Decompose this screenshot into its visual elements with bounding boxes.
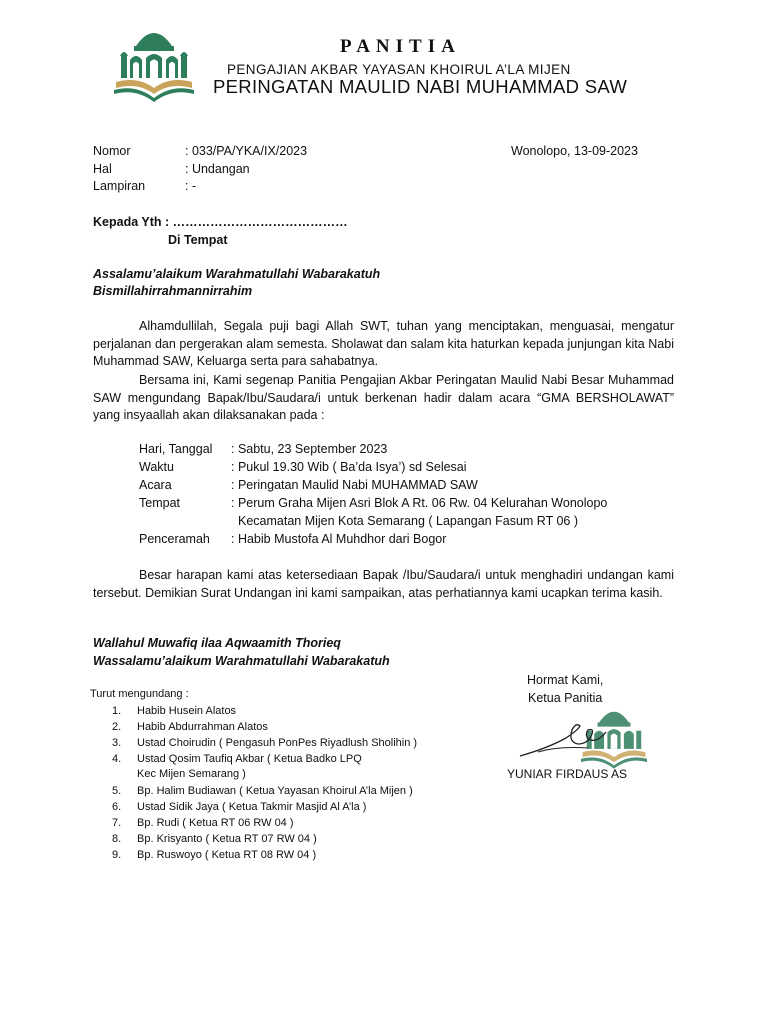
- body-paragraph-2: Bersama ini, Kami segenap Panitia Pengajian Akbar Peringatan Maulid Nabi Besar Muhammad SAW mengundang Bapak/Ibu/Saudara/i untuk berkenan hadir dalam acara “GMA BERSHOLAWAT” yang insyaallah akan dilaksanakan pada :: [93, 373, 674, 422]
- detail-speaker-value: : Habib Mustofa Al Muhdhor dari Bogor: [231, 532, 447, 546]
- body-paragraph-1: Alhamdullilah, Segala puji bagi Allah SWT, tuhan yang menciptakan, menguasai, mengatur perjalanan dan pergerakan alam semesta. Sholawat dan salam kita haturkan kepada junjungan kita Nabi Muhammad SAW, Keluarga serta para sahabatnya.: [93, 319, 674, 368]
- nomor-value: : 033/PA/YKA/IX/2023: [185, 144, 308, 158]
- invitee-item: Bp. Krisyanto ( Ketua RT 07 RW 04 ): [137, 833, 317, 845]
- letterhead-title: PANITIA: [340, 36, 461, 57]
- detail-date-label: Hari, Tanggal: [139, 442, 213, 456]
- hal-label: Hal: [93, 162, 112, 176]
- signature-regards: Hormat Kami,: [527, 673, 604, 687]
- detail-time-label: Waktu: [139, 460, 174, 474]
- letterhead-subtitle: PENGAJIAN AKBAR YAYASAN KHOIRUL A’LA MIJEN: [227, 62, 571, 77]
- invitee-item: Bp. Halim Budiawan ( Ketua Yayasan Khoirul A’la Mijen ): [137, 785, 413, 797]
- greeting-basmalah: Bismillahirrahmannirrahim: [93, 284, 253, 298]
- closing-line-1: Wallahul Muwafiq ilaa Aqwaamith Thorieq: [93, 636, 341, 650]
- detail-venue-value-2: Kecamatan Mijen Kota Semarang ( Lapangan Fasum RT 06 ): [238, 514, 579, 528]
- hal-value: : Undangan: [185, 162, 250, 176]
- detail-event-value: : Peringatan Maulid Nabi MUHAMMAD SAW: [231, 478, 478, 492]
- invitee-item: Ustad Choirudin ( Pengasuh PonPes Riyadlush Sholihin ): [137, 737, 418, 749]
- invitee-item: Ustad Sidik Jaya ( Ketua Takmir Masjid Al A’la ): [137, 801, 367, 813]
- invitee-number: 9.: [112, 849, 122, 861]
- body-paragraph-3: Besar harapan kami atas ketersediaan Bapak /Ibu/Saudara/i untuk menghadiri undangan kami tersebut. Demikian Surat Undangan ini kami sampaikan, atas perhatiannya kami ucapkan terima kasih.: [93, 568, 674, 600]
- invitee-item: Habib Husein Alatos: [137, 705, 237, 717]
- nomor-label: Nomor: [93, 144, 131, 158]
- recipient-place: Di Tempat: [168, 233, 228, 247]
- detail-venue-value: : Perum Graha Mijen Asri Blok A Rt. 06 Rw. 04 Kelurahan Wonolopo: [231, 496, 608, 510]
- detail-speaker-label: Penceramah: [139, 532, 210, 546]
- detail-event-label: Acara: [139, 478, 172, 492]
- invitee-item: Bp. Rudi ( Ketua RT 06 RW 04 ): [137, 817, 294, 829]
- invitee-number: 3.: [112, 737, 122, 749]
- organization-logo: [108, 26, 200, 106]
- invitee-number: 2.: [112, 721, 122, 733]
- invitee-number: 6.: [112, 801, 122, 813]
- signature-name: YUNIAR FIRDAUS AS: [507, 767, 628, 781]
- invitee-number: 1.: [112, 705, 122, 717]
- invitee-number: 7.: [112, 817, 122, 829]
- recipient-line: Kepada Yth : ……………………………………: [93, 215, 348, 229]
- closing-line-2: Wassalamu’alaikum Warahmatullahi Wabarakatuh: [93, 654, 390, 668]
- lampiran-label: Lampiran: [93, 179, 146, 193]
- handwritten-signature: [518, 718, 608, 760]
- signature-position: Ketua Panitia: [528, 691, 603, 705]
- invitees-heading: Turut mengundang :: [90, 688, 189, 700]
- invitee-number: 8.: [112, 833, 122, 845]
- place-date: Wonolopo, 13-09-2023: [511, 144, 638, 158]
- detail-time-value: : Pukul 19.30 Wib ( Ba’da Isya’) sd Selesai: [231, 460, 467, 474]
- invitee-item: Kec Mijen Semarang ): [137, 768, 246, 780]
- letterhead-event: PERINGATAN MAULID NABI MUHAMMAD SAW: [213, 76, 628, 97]
- invitee-number: 4.: [112, 753, 122, 765]
- invitee-item: Ustad Qosim Taufiq Akbar ( Ketua Badko LPQ: [137, 753, 362, 765]
- lampiran-value: : -: [185, 179, 197, 193]
- invitee-number: 5.: [112, 785, 122, 797]
- detail-venue-label: Tempat: [139, 496, 180, 510]
- invitee-item: Bp. Ruswoyo ( Ketua RT 08 RW 04 ): [137, 849, 317, 861]
- detail-date-value: : Sabtu, 23 September 2023: [231, 442, 388, 456]
- invitee-item: Habib Abdurrahman Alatos: [137, 721, 268, 733]
- greeting-salam: Assalamu’alaikum Warahmatullahi Wabarakatuh: [93, 267, 381, 281]
